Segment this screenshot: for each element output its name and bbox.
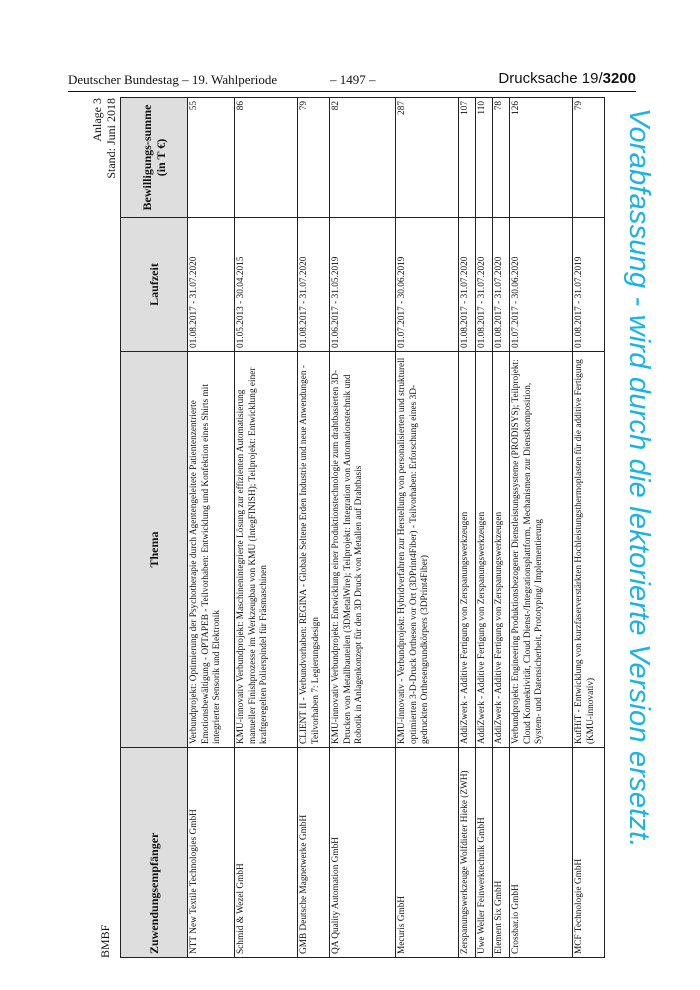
cell-period: 01.08.2017 - 31.07.2020: [476, 218, 493, 352]
table-row: [188, 98, 235, 958]
cell-amount: 79: [573, 98, 605, 218]
cell-recipient: Zerspanungswerkzeuge Wolfdieter Hieke (ZWH): [459, 748, 476, 958]
column-header-topic: Thema: [121, 352, 188, 748]
table-row: [493, 98, 510, 958]
cell-recipient: Schmid & Wezel GmbH: [235, 748, 298, 958]
table-row: [459, 98, 476, 958]
cell-amount: 86: [235, 98, 298, 218]
cell-recipient: Uwe Weller Feinwerktechnik GmbH: [476, 748, 493, 958]
column-header-amount: Bewilligungs-summe (in T €): [121, 98, 188, 218]
cell-recipient: GMB Deutsche Magnetwerke GmbH: [298, 748, 330, 958]
table-row: [235, 98, 298, 958]
cell-period: 01.08.2017 - 31.07.2020: [188, 218, 235, 352]
cell-period: 01.08.2017 - 31.07.2020: [493, 218, 510, 352]
cell-period: 01.08.2017 - 31.07.2020: [459, 218, 476, 352]
annex-date: Stand: Juni 2018: [104, 98, 118, 179]
cell-period: 01.07.2017 - 30.06.2019: [396, 218, 459, 352]
table-row: [573, 98, 605, 958]
table-row: [298, 98, 330, 958]
cell-topic: AddiZwerk - Additive Fertigung von Zerspanungswerkzeugen: [493, 352, 510, 748]
cell-topic: KMU-innovativ Verbundprojekt: Entwicklung einer Produktionstechnologie zum drahtbasierten 3D-Drucken von Metallbauteilen (3DMetalWire); Teilprojekt: Integration von Automationstechnik und Robotik in Anlagenkonzept für den 3D Druck von Metallen auf Drahtbasis: [330, 352, 396, 748]
annex-info: [90, 98, 118, 179]
cell-period: 01.05.2013 - 30.04.2015: [235, 218, 298, 352]
column-header-recipient: Zuwendungsempfänger: [121, 748, 188, 958]
cell-recipient: Mecuris GmbH: [396, 748, 459, 958]
cell-period: 01.08.2017 - 31.07.2020: [298, 218, 330, 352]
header-document-number: [498, 70, 636, 87]
cell-recipient: QA Quality Automation GmbH: [330, 748, 396, 958]
cell-amount: 78: [493, 98, 510, 218]
header-doc-number: 3200: [602, 70, 636, 87]
cell-amount: 82: [330, 98, 396, 218]
cell-amount: 55: [188, 98, 235, 218]
cell-recipient: Crossbar.io GmbH: [510, 748, 573, 958]
rotated-page-content: [90, 98, 645, 958]
cell-topic: KMU-innovativ Verbundprojekt: Maschinenintegrierte Lösung zur effizienten Automatisierung manueller Finishprozesse im Werkzeugbau von KMU (IntegFINISH); Teilprojekt: Entwicklung einer kraftgeregelten Polierspindel für Fräsmaschinen: [235, 352, 298, 748]
cell-amount: 110: [476, 98, 493, 218]
header-page-number: – 1497 –: [330, 72, 376, 87]
header-doc-prefix: Drucksache 19/: [498, 70, 603, 87]
cell-amount: 107: [459, 98, 476, 218]
table-header-row: [121, 98, 188, 958]
table-row: [510, 98, 573, 958]
table-row: [476, 98, 493, 958]
table-row: [396, 98, 459, 958]
header-rule: [68, 91, 636, 92]
cell-topic: AddiZwerk - Additive Fertigung von Zerspanungswerkzeugen: [476, 352, 493, 748]
cell-period: 01.07.2017 - 30.06.2020: [510, 218, 573, 352]
header-parliament: Deutscher Bundestag – 19. Wahlperiode: [68, 72, 278, 87]
cell-amount: 126: [510, 98, 573, 218]
cell-period: 01.08.2017 - 31.07.2019: [573, 218, 605, 352]
cell-topic: CLIENT II - Verbundvorhaben: REGINA - Globale Seltene Erden Industrie und neue Anwendungen - Teilvorhaben 7: Legierungsdesign: [298, 352, 330, 748]
funding-table: [120, 97, 605, 958]
cell-topic: Verbundprojekt: Engineering Produktionsbezogener Dienstleistungssysteme (PRODISYS); Teilprojekt: Cloud Konnektivität, Cloud Dienst-/Integrationsplattform, Mechanismen zur Dienstkomposition, System- und Datensicherheit, Prototyping/ Implementierung: [510, 352, 573, 748]
page-header: [68, 70, 636, 92]
cell-topic: Verbundprojekt: Optimierung der Psychotherapie durch Agentengeleitete Patientenzentrierte Emotionsbewältigung - OPTAPEB - Teilvorhaben: Entwicklung und Konfektion eines Shirts mit integrierter Sensorik und Elektronik: [188, 352, 235, 748]
watermark-text: Vorabfassung - wird durch die lektorierte Version ersetzt.: [623, 108, 655, 848]
cell-topic: KufHiT - Entwicklung von kurzfaserverstärkten Hochleistungsthermoplasten für die additive Fertigung (KMU-innovativ): [573, 352, 605, 748]
table-row: [330, 98, 396, 958]
cell-period: 01.06.2017 - 31.05.2019: [330, 218, 396, 352]
cell-topic: KMU-innovativ - Verbundprojekt: Hybridverfahren zur Herstellung von personalisierten und strukturell optimierten 3-D-Druck Orthesen vor Ort (3DPrint4Fiber) - Teilvorhaben: Erforschung eines 3D-gedruckten Orthesengrundkörpers (3DPrint4Fiber): [396, 352, 459, 748]
cell-amount: 79: [298, 98, 330, 218]
cell-recipient: Element Six GmbH: [493, 748, 510, 958]
cell-recipient: NTT New Textile Technologies GmbH: [188, 748, 235, 958]
cell-topic: AddiZwerk - Additive Fertigung von Zerspanungswerkzeugen: [459, 352, 476, 748]
annex-label: Anlage 3: [90, 98, 104, 142]
cell-recipient: MCF Technologie GmbH: [573, 748, 605, 958]
column-header-period: Laufzeit: [121, 218, 188, 352]
cell-amount: 287: [396, 98, 459, 218]
ministry-label: BMBF: [98, 924, 112, 958]
